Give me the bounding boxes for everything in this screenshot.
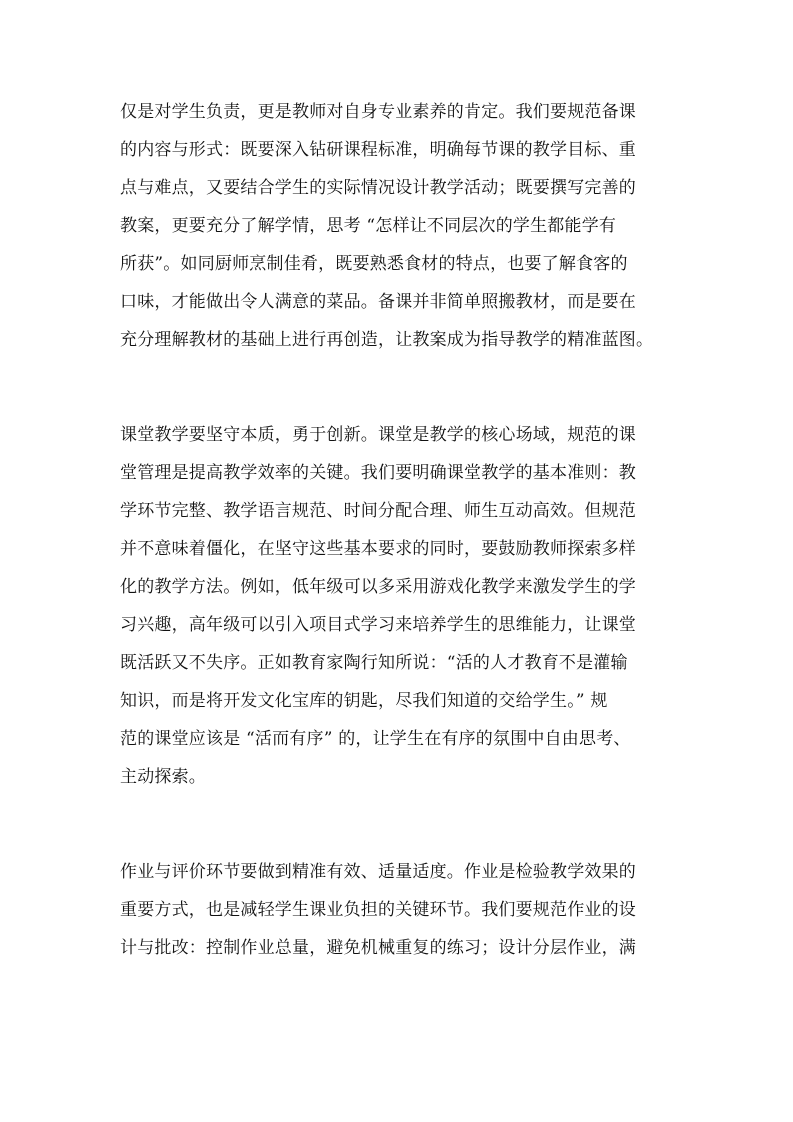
text-line: 计与批改：控制作业总量，避免机械重复的练习；设计分层作业，满 — [120, 938, 636, 958]
text-line: 习兴趣，高年级可以引入项目式学习来培养学生的思维能力，让课堂 — [120, 615, 636, 635]
text-line: 范的课堂应该是 “活而有序” 的，让学生在有序的氛围中自由思考、 — [120, 729, 631, 749]
text-line: 作业与评价环节要做到精准有效、适量适度。作业是检验教学效果的 — [120, 862, 636, 882]
text-line: 教案，更要充分了解学情，思考 “怎样让不同层次的学生都能学有 — [120, 216, 617, 236]
text-line: 知识，而是将开发文化宝库的钥匙，尽我们知道的交给学生。” 规 — [120, 691, 608, 711]
text-line: 充分理解教材的基础上进行再创造，让教案成为指导教学的精准蓝图。 — [120, 330, 654, 350]
text-line: 重要方式，也是减轻学生课业负担的关键环节。我们要规范作业的设 — [120, 900, 636, 920]
paragraph-lesson-preparation — [120, 93, 680, 359]
text-line: 并不意味着僵化，在坚守这些基本要求的同时，要鼓励教师探索多样 — [120, 539, 636, 559]
text-line: 堂管理是提高教学效率的关键。我们要明确课堂教学的基本准则：教 — [120, 463, 636, 483]
text-line: 点与难点，又要结合学生的实际情况设计教学活动；既要撰写完善的 — [120, 178, 636, 198]
text-line: 课堂教学要坚守本质，勇于创新。课堂是教学的核心场域，规范的课 — [120, 425, 636, 445]
text-line: 口味，才能做出令人满意的菜品。备课并非简单照搬教材，而是要在 — [120, 292, 636, 312]
paragraph-homework-evaluation — [120, 853, 680, 967]
text-line: 仅是对学生负责，更是教师对自身专业素养的肯定。我们要规范备课 — [120, 102, 636, 122]
text-line: 所获”。如同厨师烹制佳肴，既要熟悉食材的特点，也要了解食客的 — [120, 254, 628, 274]
text-line: 主动探索。 — [120, 767, 206, 787]
text-line: 的内容与形式：既要深入钻研课程标准，明确每节课的教学目标、重 — [120, 140, 636, 160]
text-line: 既活跃又不失序。正如教育家陶行知所说：“活的人才教育不是灌输 — [120, 653, 628, 673]
text-line: 化的教学方法。例如，低年级可以多采用游戏化教学来激发学生的学 — [120, 577, 636, 597]
paragraph-classroom-teaching — [120, 416, 680, 796]
text-line: 学环节完整、教学语言规范、时间分配合理、师生互动高效。但规范 — [120, 501, 636, 521]
